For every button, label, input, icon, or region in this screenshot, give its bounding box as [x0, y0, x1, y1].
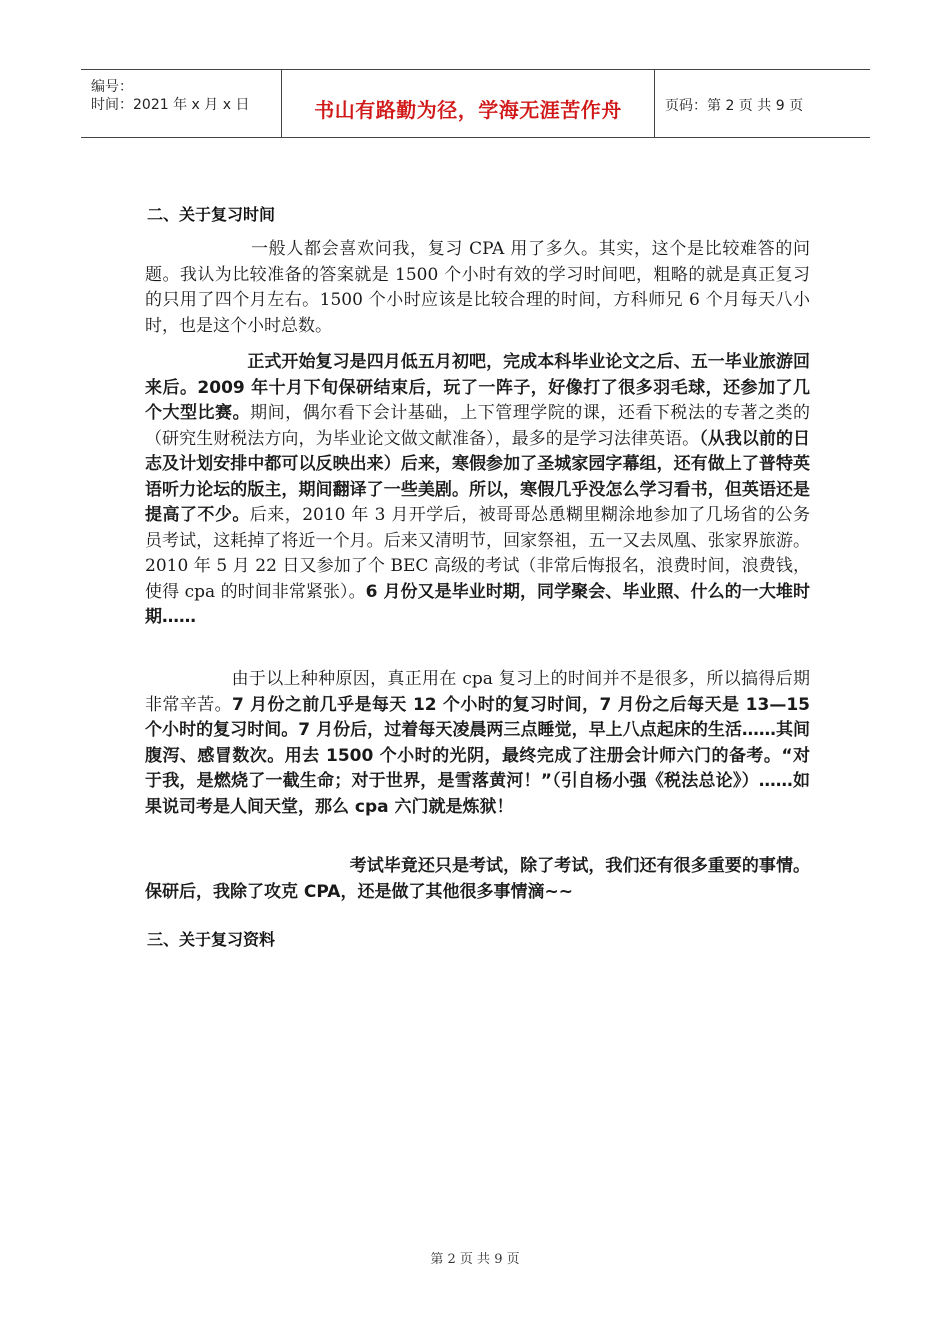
bold-text: 正式开始复习是四月低五月初吧，完成本科毕业论文之后、五一毕业旅游回来后。2009 年十月下旬保研结束后，玩了一阵子，好像打了很多羽毛球，还参加了几个大型比赛。 [145, 352, 811, 423]
bold-text: 考试毕竟还只是考试，除了考试，我们还有很多重要的事情。保研后，我除了攻克 CPA，还是做了其他很多事情滴~~ [145, 856, 811, 902]
bold-text: 7 月份之前几乎是每天 12 个小时的复习时间，7 月份之后每天是 13—15 个小时的复习时间。7 月份后，过着每天凌晨两三点睡觉，早上八点起床的生活……其间腹泻、感冒数次。用去 1500 个小时的光阴，最终完成了注册会计师六门的备考。“对于我，是燃烧了一截生命；对于世界，是雪落黄河！”（引自杨小强《税法总论》）……如果说司考是人间天堂，那么 cpa 六门就是炼狱！ [145, 694, 810, 817]
page-header [81, 69, 870, 138]
paragraph-4 [145, 854, 810, 905]
indent [145, 856, 350, 876]
header-left-cell [81, 70, 282, 137]
paragraph-3 [145, 667, 810, 820]
code-label: 编号： [91, 79, 133, 95]
indent [145, 352, 247, 372]
bold-text: （从我以前的日志及计划安排中都可以反映出来）后来，寒假参加了圣城家园字幕组，还有做上了普特英语听力论坛的版主，期间翻译了一些美剧。所以，寒假几乎没怎么学习看书，但英语还是提高了不少。 [145, 428, 811, 525]
date-line: 时间：2021 年 x 月 x 日 [91, 97, 250, 113]
bold-text: 6 月份又是毕业时期，同学聚会、毕业照、什么的一大堆时期…… [145, 581, 810, 627]
indent [145, 239, 251, 259]
paragraph-text: 一般人都会喜欢问我，复习 CPA 用了多久。其实，这个是比较难答的问题。我认为比较准备的答案就是 1500 个小时有效的学习时间吧，粗略的就是真正复习的只用了四个月左右。1500 个小时应该是比较合理的时间，方科师兄 6 个月每天八小时，也是这个小时总数。 [145, 239, 811, 336]
page-footer: 第 2 页 共 9 页 [430, 1252, 520, 1267]
paragraph-text: 后来，2010 年 3 月开学后，被哥哥怂恿糊里糊涂地参加了几场省的公务员考试，这耗掉了将近一个月。后来又清明节，回家祭祖，五一又去凤凰、张家界旅游。2010 年 5 月 22 日又参加了个 BEC 高级的考试（非常后悔报名，浪费时间，浪费钱，使得 cpa 的时间非常紧张）。 [145, 505, 811, 602]
paragraph-text: 由于以上种种原因，真正用在 cpa 复习上的时间并不是很多，所以搞得后期非常辛苦。 [145, 669, 810, 715]
header-motto-cell [282, 70, 655, 137]
page-info: 页码：第 2 页 共 9 页 [665, 98, 804, 114]
section-title-review-materials: 三、关于复习资料 [147, 930, 276, 949]
paragraph-text: 期间，偶尔看下会计基础，上下管理学院的课，还看下税法的专著之类的（研究生财税法方向，为毕业论文做文献准备），最多的是学习法律英语。 [145, 403, 811, 449]
indent [145, 669, 232, 689]
paragraph-2 [145, 350, 810, 631]
motto: 书山有路勤为径，学海无涯苦作舟 [314, 98, 622, 122]
section-title-review-time: 二、关于复习时间 [147, 205, 276, 224]
paragraph-1 [145, 237, 810, 339]
header-right-cell [655, 70, 870, 137]
